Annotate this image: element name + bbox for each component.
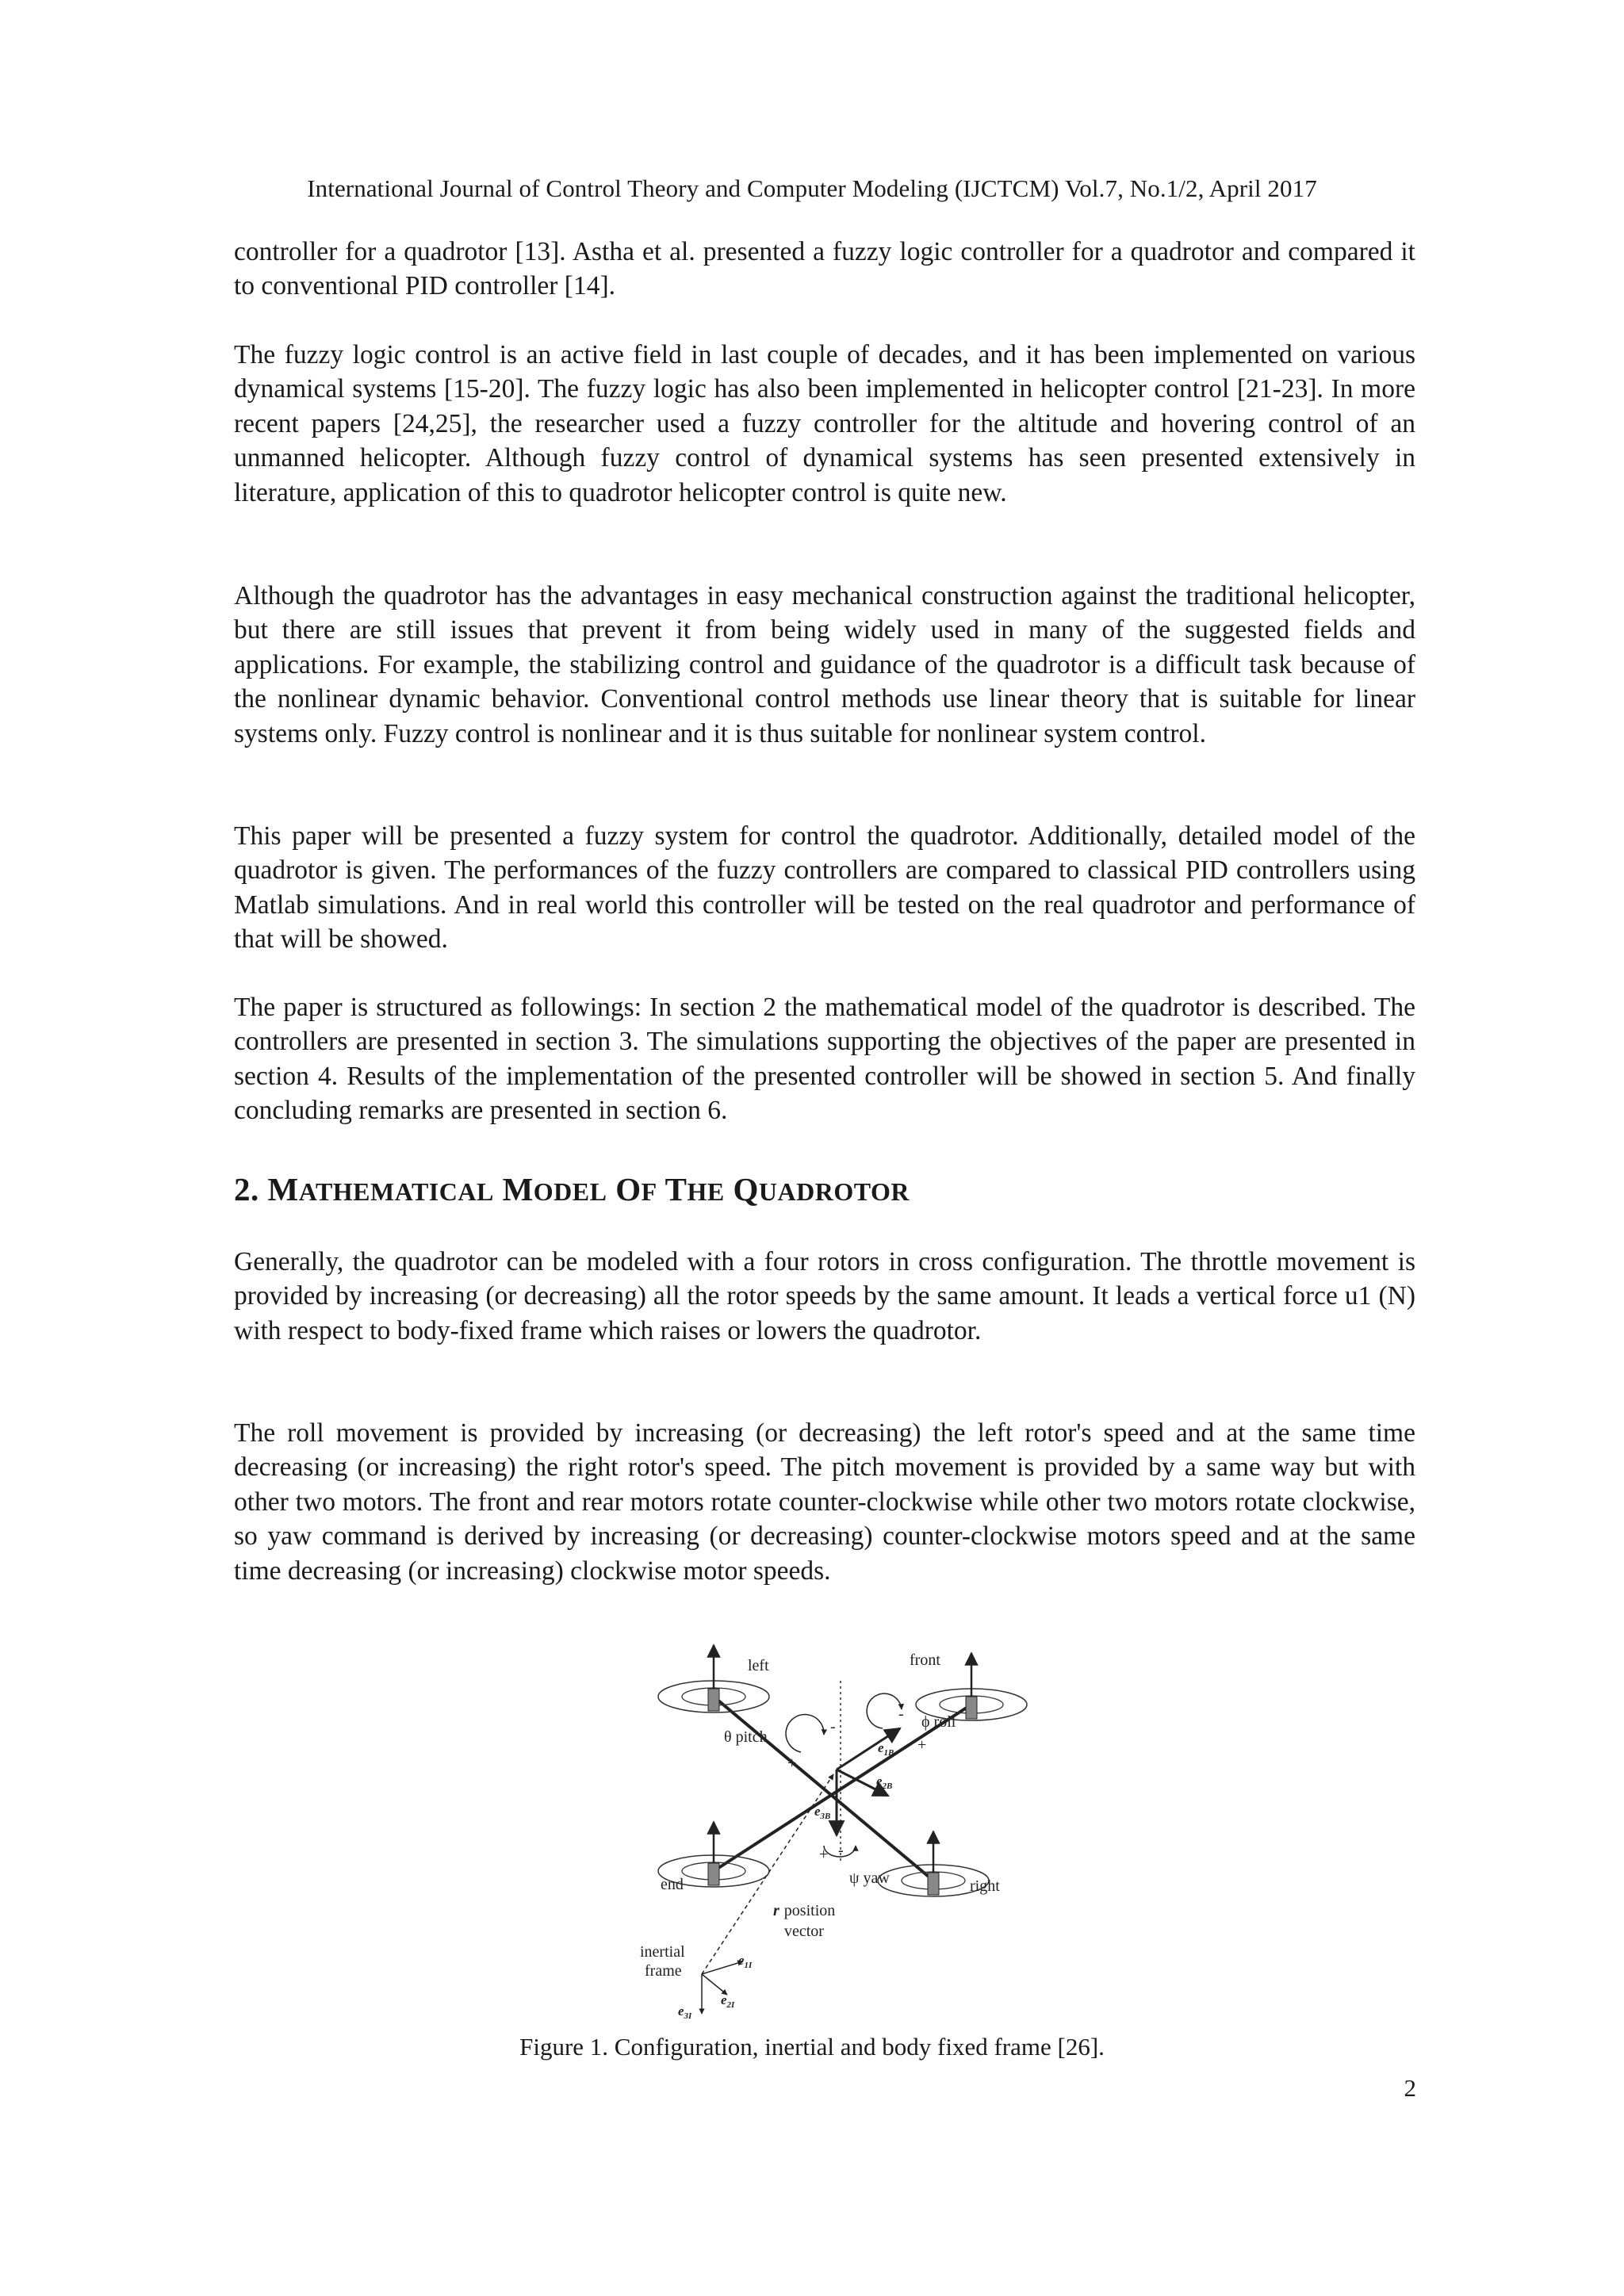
running-header: International Journal of Control Theory and Computer Modeling (IJCTCM) Vol.7, No.1/2, April 2017 <box>307 174 1317 202</box>
label-pitch: θ pitch <box>724 1728 768 1746</box>
pitch-minus-sign: - <box>830 1718 836 1735</box>
label-e1b: $e_{1B}$ <box>878 1740 894 1758</box>
paragraph-rotor-model: Generally, the quadrotor can be modeled with a four rotors in cross configuration. The throttle movement is provided by increasing (or decreasing) all the rotor speeds by the same amount. It leads a vertical force u1 (N) with respect to body-fixed frame which raises or lowers the quadrotor. <box>234 1247 1415 1345</box>
roll-plus-sign: + <box>917 1736 927 1754</box>
paragraph-paper-overview: This paper will be presented a fuzzy system for control the quadrotor. Additionally, detailed model of the quadrotor is given. The performances of the fuzzy controllers are compared to classical PID controllers using Matlab simulations. And in real world this controller will be tested on the real quadrotor and performance of that will be showed. <box>234 821 1415 955</box>
quadrotor-configuration-figure <box>630 1633 1043 2030</box>
label-position-vector: r position <box>773 1902 836 1919</box>
pitch-plus-sign: + <box>787 1755 797 1772</box>
pitch-rotation-arrow <box>786 1715 824 1752</box>
paragraph-paper-structure: The paper is structured as followings: In section 2 the mathematical model of the quadrotor is described. The controllers are presented in section 3. The simulations supporting the objectives of the paper are presented in section 4. Results of the implementation of the presented controller will be showed in section 5. And finally concluding remarks are presented in section 6. <box>234 993 1415 1126</box>
figure-caption: Figure 1. Configuration, inertial and body fixed frame [26]. <box>519 2033 1105 2061</box>
paragraph-fuzzy-logic-background: The fuzzy logic control is an active field in last couple of decades, and it has been implemented on various dynamical systems [15-20]. The fuzzy logic has also been implemented in helicopter control [21-23]. In more recent papers [24,25], the researcher used a fuzzy controller for the altitude and hovering control of an unmanned helicopter. Although fuzzy control of dynamical systems has seen presented extensively in literature, application of this to quadrotor helicopter control is quite new. <box>234 340 1415 507</box>
section-heading: 2. MATHEMATICAL MODEL OF THE QUADROTOR <box>234 1171 910 1207</box>
label-right: right <box>970 1877 1000 1895</box>
yaw-plus-sign: + <box>819 1846 829 1863</box>
e1i-axis <box>702 1961 743 1974</box>
yaw-minus-sign: - <box>838 1842 844 1859</box>
rotor-left <box>658 1645 769 1712</box>
label-frame: frame <box>645 1962 682 1980</box>
paragraph-quadrotor-issues: Although the quadrotor has the advantages in easy mechanical construction against the traditional helicopter, but there are still issues that prevent it from being widely used in many of the suggested fields and applications. For example, the stabilizing control and guidance of the quadrotor is a difficult task because of the nonlinear dynamic behavior. Conventional control methods use linear theory that is suitable for linear systems only. Fuzzy control is nonlinear and it is thus suitable for nonlinear system control. <box>234 581 1415 748</box>
roll-rotation-arrow <box>867 1693 902 1728</box>
label-e2b: $e_{2B}$ <box>876 1774 893 1791</box>
label-left: left <box>748 1657 769 1674</box>
label-roll: ϕ roll <box>921 1713 956 1731</box>
page-number: 2 <box>1404 2074 1416 2102</box>
label-e3b: $e_{3B}$ <box>814 1804 831 1821</box>
label-front: front <box>910 1651 940 1669</box>
label-e3i: $e_{3I}$ <box>678 2003 692 2021</box>
label-vector: vector <box>784 1923 824 1940</box>
label-end: end <box>661 1876 684 1893</box>
roll-minus-sign: - <box>898 1705 904 1723</box>
label-e2i: $e_{2I}$ <box>721 1992 735 2010</box>
label-inertial: inertial <box>640 1943 685 1961</box>
label-e1i: $e_{1I}$ <box>738 1953 753 1970</box>
paragraph-intro-continuation: controller for a quadrotor [13]. Astha et al. presented a fuzzy logic controller for a quadrotor and compared it to conventional PID controller [14]. <box>234 237 1415 301</box>
label-yaw: ψ yaw <box>849 1869 890 1887</box>
paragraph-roll-pitch-yaw: The roll movement is provided by increasing (or decreasing) the left rotor's speed and at the same time decreasing (or increasing) the right rotor's speed. The pitch movement is provided by a same way but with other two motors. The front and rear motors rotate counter-clockwise while other two motors rotate clockwise, so yaw command is derived by increasing (or decreasing) counter-clockwise motors speed and at the same time decreasing (or increasing) clockwise motor speeds. <box>234 1418 1415 1586</box>
